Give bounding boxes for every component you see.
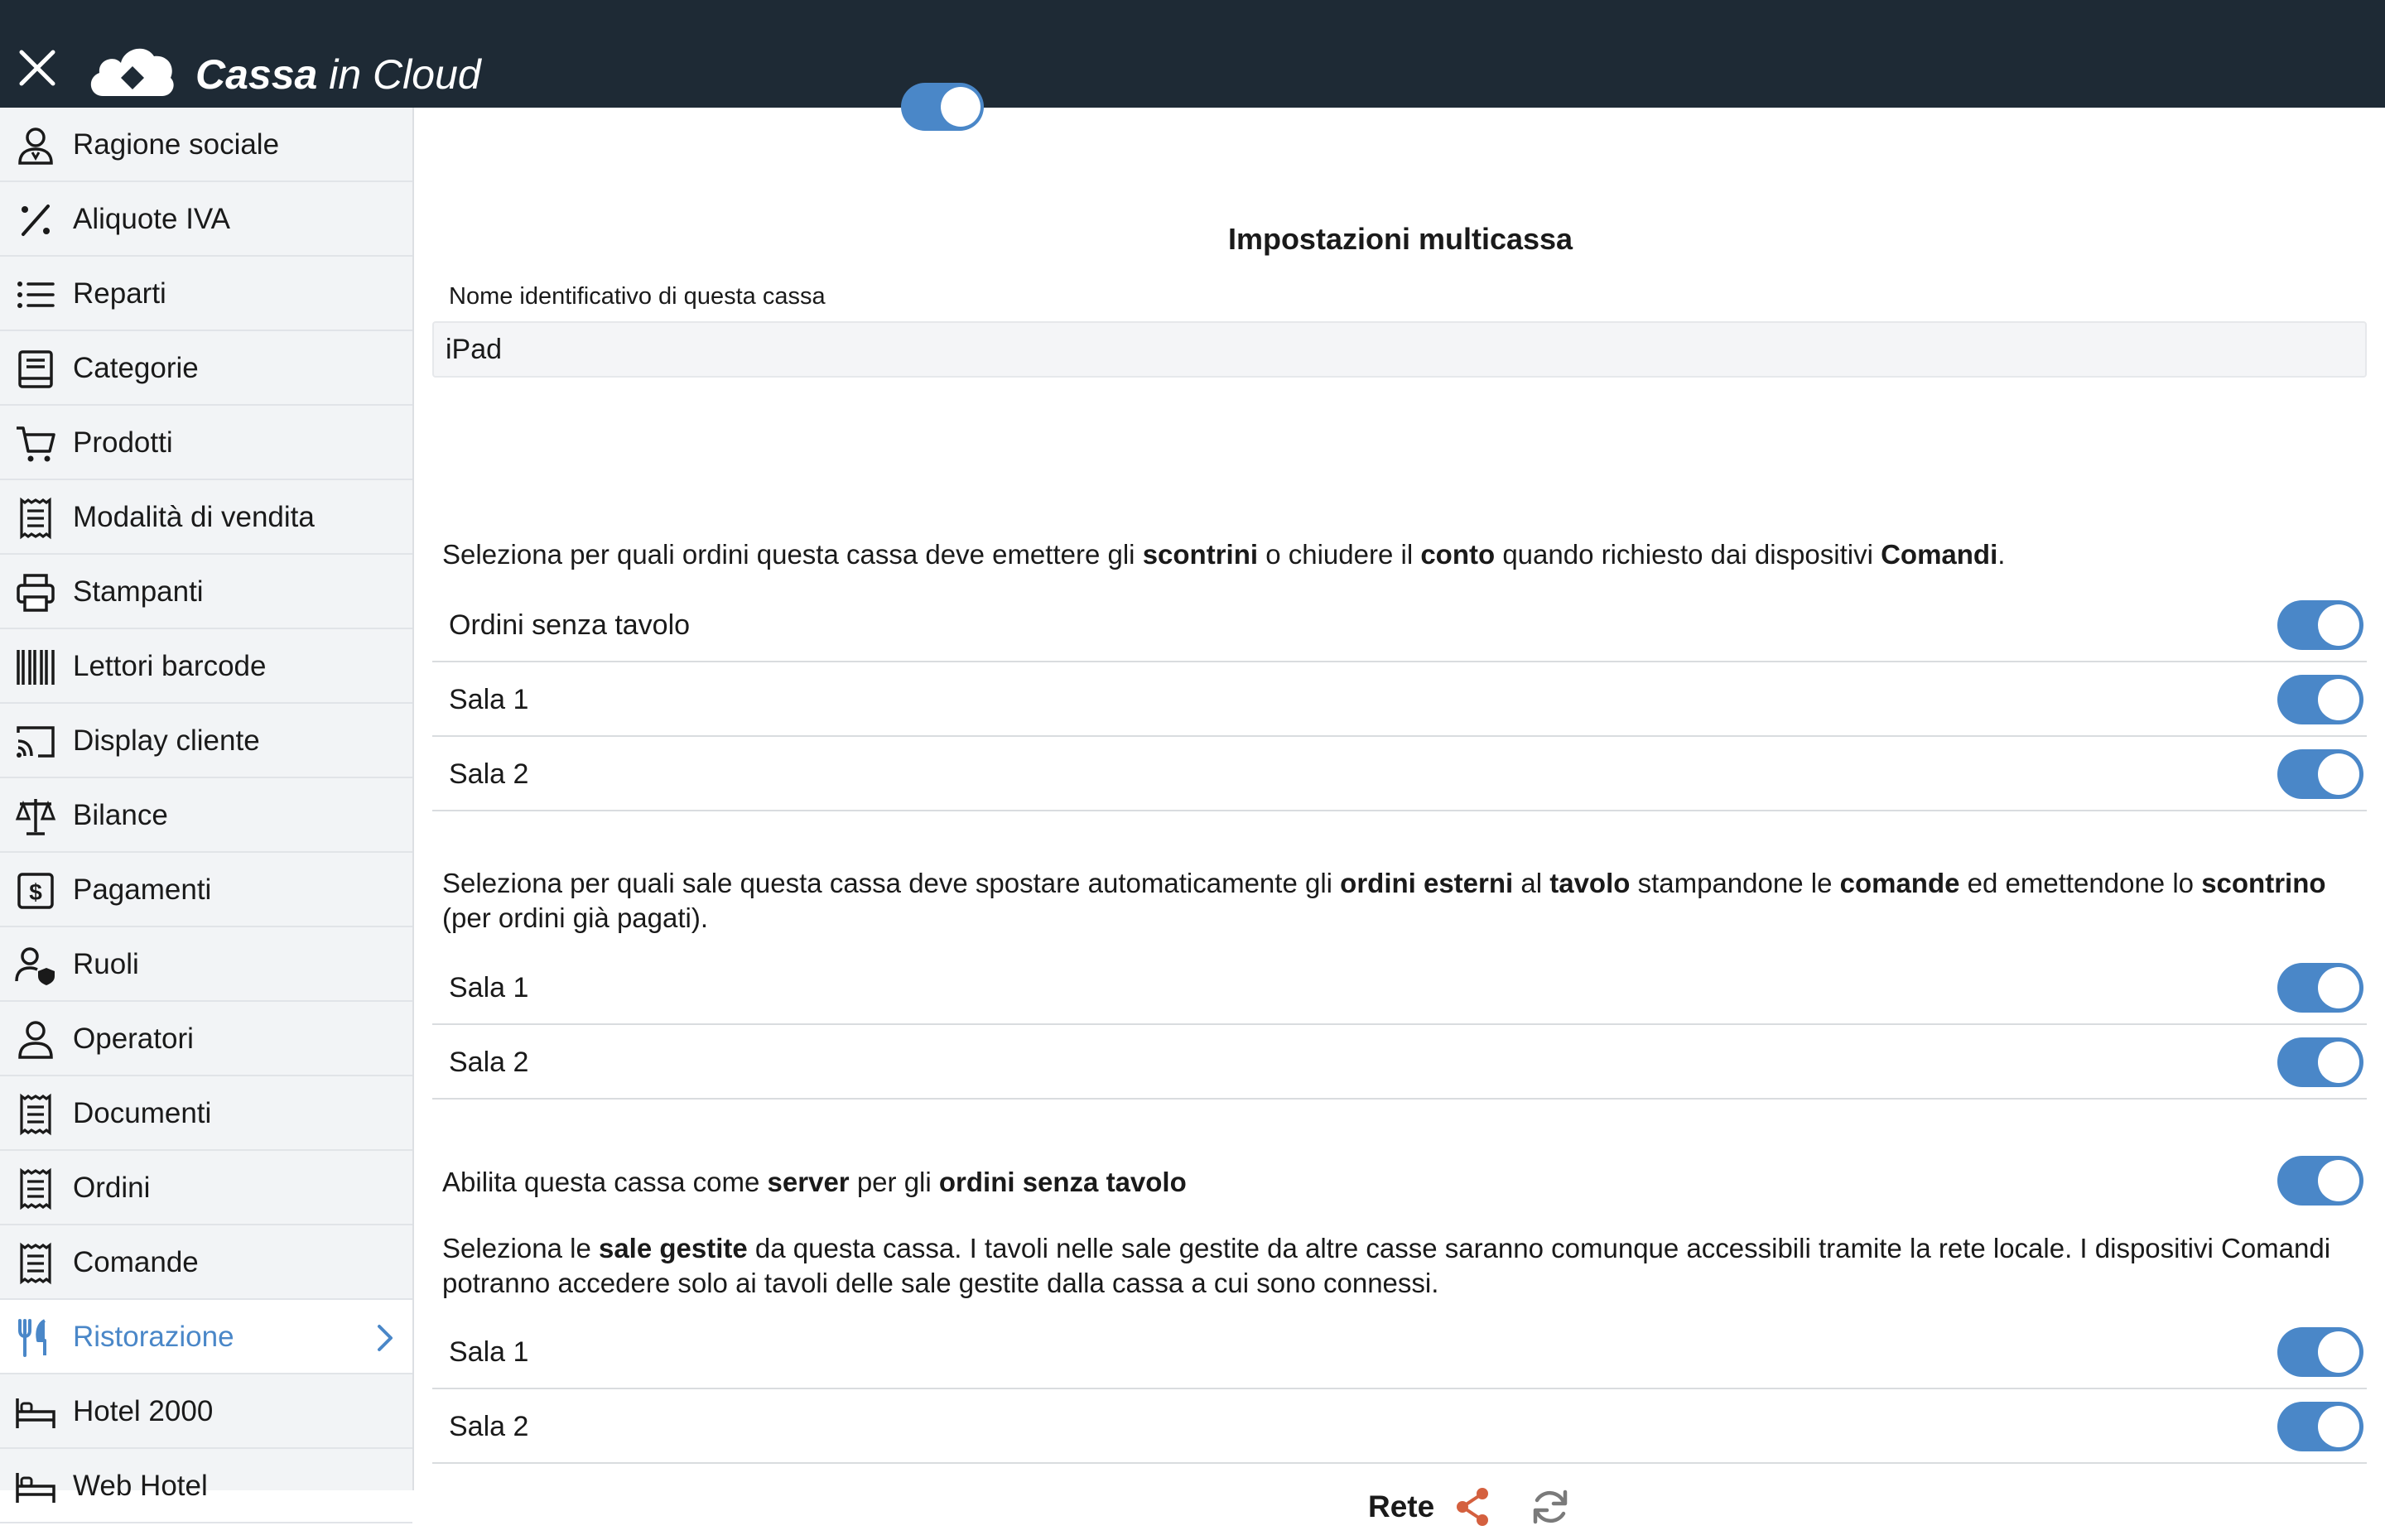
network-footer [416,1474,2385,1540]
server-description: Abilita questa cassa come server per gli ordini senza tavolo [442,1167,1187,1197]
fork-knife-icon [15,1317,56,1359]
printer-icon [15,572,56,614]
toggle-switch[interactable] [2277,749,2363,799]
row-label: Sala 2 [449,1047,529,1078]
cloud-logo-icon [88,41,177,99]
toggle-row-ordini-senza-tavolo [432,588,2367,662]
external-orders-description: Seleziona per quali sale questa cassa deve spostare automaticamente gli ordini esterni al tavolo stampandone le comande ed emettendone lo scontrino (per ordini già pagati). [442,868,2326,933]
top-bar [0,0,2385,108]
sidebar-item-web-hotel[interactable] [0,1449,412,1523]
row-label: Sala 2 [449,1411,529,1442]
cart-icon [15,423,56,464]
row-label: Sala 2 [449,758,529,790]
row-label: Sala 1 [449,1336,529,1368]
sidebar-item-bilance[interactable] [0,778,412,853]
sidebar-item-label: Hotel 2000 [73,1395,214,1427]
sidebar-item-documenti[interactable] [0,1076,412,1151]
sidebar-item-modalita-di-vendita[interactable] [0,480,412,555]
main-content [416,108,2385,1523]
sidebar-item-prodotti[interactable] [0,406,412,480]
sidebar-item-display-cliente[interactable] [0,704,412,778]
toggle-switch[interactable] [2277,675,2363,724]
cassa-name-input[interactable]: iPad [432,321,2367,378]
refresh-icon[interactable] [1529,1485,1572,1528]
sidebar-item-reparti[interactable] [0,257,412,331]
sidebar-item-ragione-sociale[interactable] [0,108,412,182]
sidebar-item-label: Prodotti [73,426,173,459]
sidebar-item-label: Reparti [73,277,166,310]
sidebar-item-label: Ruoli [73,948,139,980]
sidebar-item-stampanti[interactable] [0,555,412,629]
sidebar-item-ruoli[interactable] [0,927,412,1002]
brand-title [195,50,481,99]
bed-icon [15,1392,56,1433]
sidebar-item-label: Display cliente [73,724,260,757]
svg-text:$: $ [29,879,42,905]
network-label: Rete [1368,1489,1435,1523]
row-label: Ordini senza tavolo [449,609,691,641]
sidebar-item-ordini[interactable] [0,1151,412,1225]
sidebar-item-label: Documenti [73,1097,212,1129]
sidebar-item-label: Aliquote IVA [73,203,231,235]
sidebar-item-label: Ragione sociale [73,128,280,161]
close-icon[interactable] [15,46,60,90]
receipt-icon [15,1094,56,1135]
receipt-icon [15,1243,56,1284]
scale-icon [15,796,56,837]
previous-setting-toggle[interactable] [901,83,984,131]
toggle-row-sala-2 [432,1025,2367,1100]
sidebar-item-label: Ordini [73,1172,151,1204]
row-label: Sala 1 [449,684,529,715]
sidebar [0,108,414,1502]
toggle-switch[interactable] [2277,963,2363,1013]
sidebar-item-label: Web Hotel [73,1470,208,1502]
toggle-switch[interactable] [2277,1037,2363,1087]
sidebar-item-label: Ristorazione [73,1321,234,1353]
receipts-description: Seleziona per quali ordini questa cassa deve emettere gli scontrini o chiudere il conto quando richiesto dai dispositivi Comandi. [442,539,2006,570]
toggle-row-sala-2 [432,1389,2367,1464]
sidebar-item-label: Lettori barcode [73,650,267,682]
row-label: Sala 1 [449,972,529,1003]
share-icon[interactable] [1451,1485,1494,1528]
toggle-switch[interactable] [2277,1327,2363,1377]
server-toggle-switch[interactable] [2277,1156,2363,1206]
toggle-switch[interactable] [2277,1402,2363,1451]
bed-icon [15,1466,56,1508]
receipt-icon [15,498,56,539]
sidebar-item-label: Operatori [73,1023,194,1055]
cast-icon [15,721,56,763]
barcode-icon [15,647,56,688]
user-shield-icon [15,945,56,986]
sidebar-item-label: Bilance [73,799,168,831]
section-title: Impostazioni multicassa [1227,222,1573,256]
book-icon [15,349,56,390]
sidebar-item-label: Modalità di vendita [73,501,315,533]
managed-rooms-description: Seleziona le sale gestite da questa cassa. I tavoli nelle sale gestite da altre casse saranno comunque accessibili tramite la rete locale. I dispositivi Comandi potranno accedere solo ai tavoli delle sale gestite dalla cassa a cui sono connessi. [442,1233,2331,1298]
chevron-right-icon [368,1321,401,1355]
sidebar-item-label: Stampanti [73,575,204,608]
toggle-row-sala-1 [432,950,2367,1025]
dollar-icon [15,870,56,912]
sidebar-item-hotel-2000[interactable] [0,1374,412,1449]
toggle-row-sala-2 [432,737,2367,811]
sidebar-item-ristorazione[interactable] [0,1300,412,1374]
sidebar-item-label: Pagamenti [73,873,212,906]
brand-regular: in Cloud [317,51,481,98]
sidebar-item-label: Categorie [73,352,199,384]
user-icon [15,1019,56,1061]
toggle-row-sala-1 [432,1315,2367,1389]
sidebar-item-label: Comande [73,1246,199,1278]
receipt-icon [15,1168,56,1210]
sidebar-item-operatori[interactable] [0,1002,412,1076]
toggle-switch[interactable] [2277,600,2363,650]
sidebar-item-aliquote-iva[interactable] [0,182,412,257]
person-badge-icon [15,125,56,166]
percent-icon [15,200,56,241]
sidebar-item-pagamenti[interactable] [0,853,412,927]
sidebar-item-comande[interactable] [0,1225,412,1300]
brand-bold: Cassa [195,51,318,98]
list-icon [15,274,56,315]
name-field-label: Nome identificativo di questa cassa [449,283,826,310]
sidebar-item-lettori-barcode[interactable] [0,629,412,704]
toggle-row-sala-1 [432,662,2367,737]
sidebar-item-categorie[interactable] [0,331,412,406]
